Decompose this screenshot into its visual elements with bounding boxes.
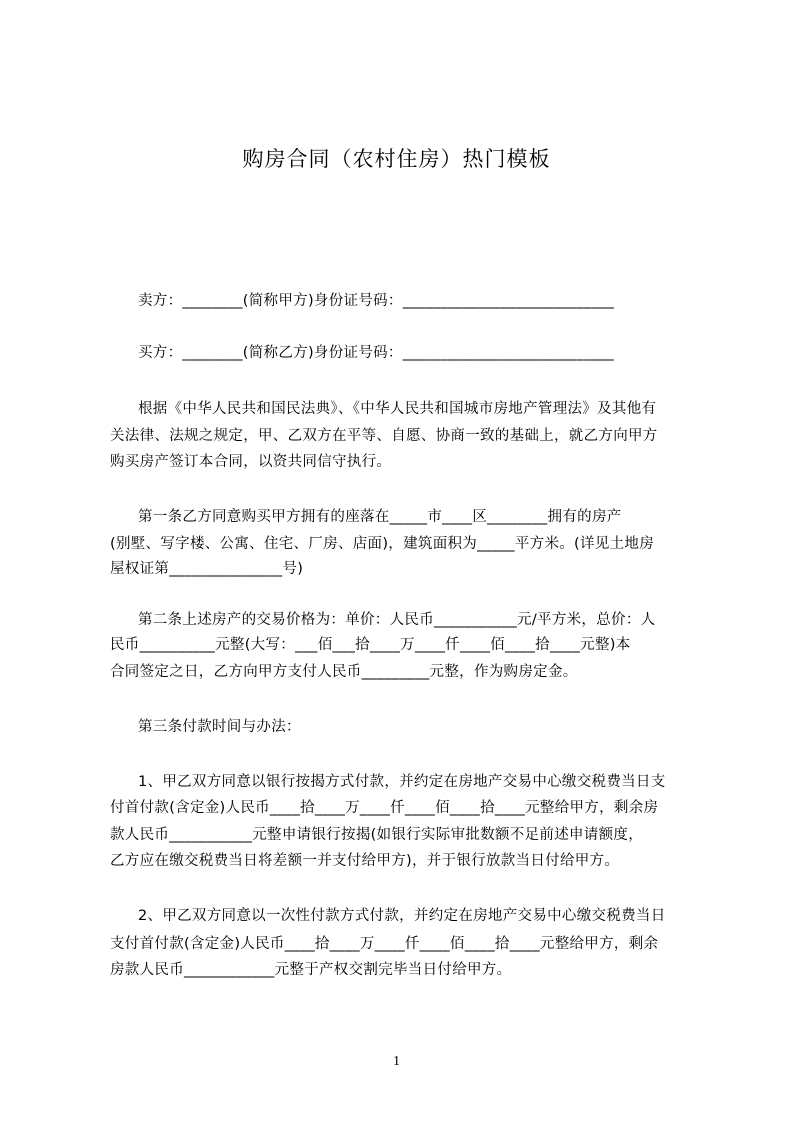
text-line: 根据《中华人民共和国民法典》、《中华人民共和国城市房地产管理法》及其他有 [138,401,657,417]
text-line: 第三条付款时间与办法： [138,719,301,735]
text-line: 第一条乙方同意购买甲方拥有的座落在_____市____区________拥有的房产 [138,509,622,525]
text-line: 卖方：________(简称甲方)身份证号码：____________________________ [138,293,615,309]
text-line: 关法律、法规之规定，甲、乙双方在平等、自愿、协商一致的基础上，就乙方向甲方 [110,428,658,444]
text-line: 民币__________元整(大写：___佰___拾____万____仟____佰____拾____元整)本 [110,637,631,653]
document-title: 购房合同（农村住房）热门模板 [242,147,551,171]
page-number: 1 [393,1054,400,1069]
text-line: 2、甲乙双方同意以一次性付款方式付款，并约定在房地产交易中心缴交税费当日 [138,908,666,924]
text-line: 屋权证第_______________号) [110,561,304,577]
text-line: 购买房产签订本合同，以资共同信守执行。 [110,454,392,470]
text-line: 支付首付款(含定金)人民币____拾____万____仟____佰____拾____元整给甲方，剩余 [110,936,659,952]
text-line: 款人民币___________元整申请银行按揭(如银行实际审批数额不足前述申请额度， [110,827,644,843]
text-line: 付首付款(含定金)人民币____拾____万____仟____佰____拾____元整给甲方，剩余房 [110,800,659,816]
text-line: 第二条上述房产的交易价格为：单价：人民币___________元/平方米，总价：人 [138,612,656,628]
text-line: 1、甲乙双方同意以银行按揭方式付款，并约定在房地产交易中心缴交税费当日支 [138,774,666,790]
text-line: 乙方应在缴交税费当日将差额一并支付给甲方)，并于银行放款当日付给甲方。 [110,853,620,869]
text-line: 房款人民币____________元整于产权交割完毕当日付给甲方。 [110,962,512,978]
text-line: 合同签定之日，乙方向甲方支付人民币_________元整，作为购房定金。 [110,664,578,680]
text-line: 买方：________(简称乙方)身份证号码：____________________________ [138,345,615,361]
text-line: (别墅、写字楼、公寓、住宅、厂房、店面)，建筑面积为_____平方米。(详见土地房 [110,536,655,552]
